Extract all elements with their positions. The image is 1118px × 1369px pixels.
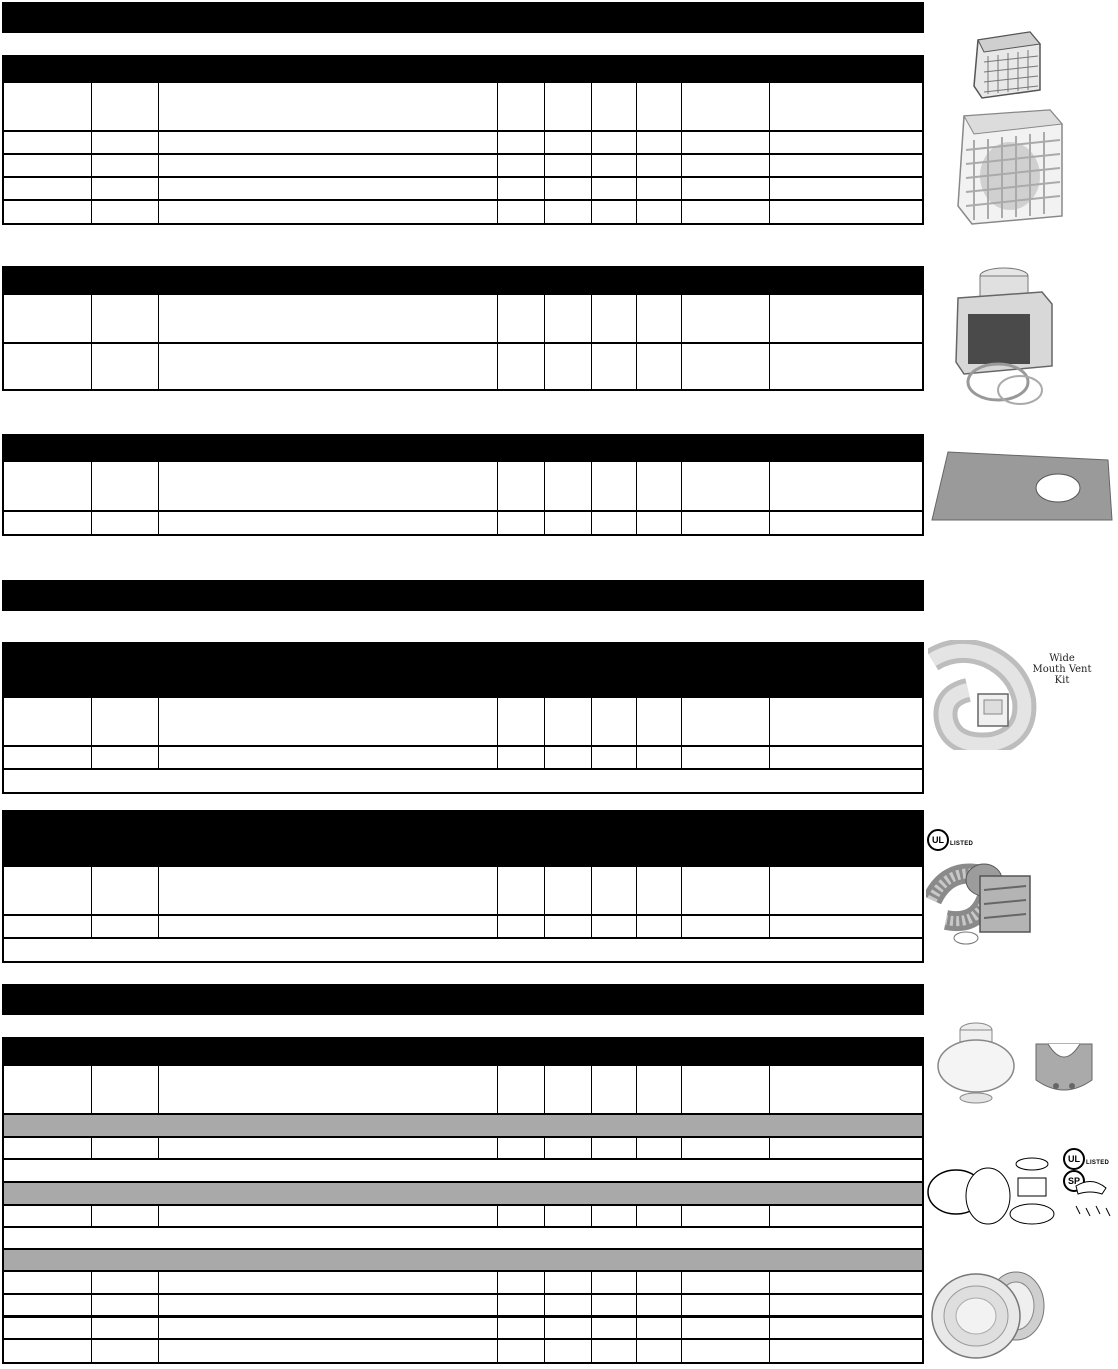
table-column-header-row <box>4 462 922 512</box>
table-header-bar <box>2 810 924 867</box>
fan-kit-exploded-photo <box>926 1156 1116 1232</box>
table-note-row <box>4 770 922 792</box>
product-table <box>2 1066 924 1364</box>
table-row <box>4 747 922 770</box>
mounting-bracket-photo <box>1034 1040 1094 1104</box>
vent-plate-photo <box>930 450 1114 524</box>
csa-mark-text: SP <box>1067 1176 1080 1186</box>
table-subheader-row <box>4 1115 922 1138</box>
ul-mark-text: UL <box>932 835 944 845</box>
table-header-bar <box>2 266 924 295</box>
product-table <box>2 867 924 963</box>
table-header-bar <box>2 55 924 83</box>
ul-listed-tag: LISTED <box>1086 1160 1110 1166</box>
table-note-row <box>4 1160 922 1183</box>
product-table <box>2 462 924 536</box>
table-row <box>4 201 922 223</box>
product-table <box>2 295 924 391</box>
table-column-header-row <box>4 83 922 132</box>
table-header-bar <box>2 642 924 698</box>
table-header-bar <box>2 1037 924 1066</box>
table-row <box>4 1206 922 1228</box>
table-note-row <box>4 1228 922 1250</box>
product-table <box>2 83 924 225</box>
ul-listed-tag: LISTED <box>950 841 974 847</box>
table-column-header-row <box>4 867 922 916</box>
foil-duct-kit-photo <box>926 850 1046 950</box>
round-grille-photo <box>928 1262 1046 1362</box>
table-row <box>4 1272 922 1295</box>
table-row <box>4 344 922 389</box>
table-row <box>4 132 922 155</box>
table-row <box>4 512 922 534</box>
table-row <box>4 916 922 939</box>
vent-guard-photo <box>950 106 1070 230</box>
table-column-header-row <box>4 1066 922 1115</box>
table-header-bar <box>2 434 924 462</box>
vent-hood-guard-photo <box>968 26 1048 102</box>
table-column-header-row <box>4 698 922 747</box>
product-table <box>2 698 924 794</box>
section-header-bar <box>2 984 924 1015</box>
ul-mark-text: UL <box>1068 1154 1080 1164</box>
section-header-bar <box>2 2 924 33</box>
section-header-bar <box>2 580 924 611</box>
inline-fan-photo <box>934 1018 1018 1104</box>
wide-mouth-vent-kit-photo <box>928 640 1038 750</box>
table-subheader-row <box>4 1250 922 1272</box>
table-row <box>4 178 922 201</box>
table-row <box>4 1138 922 1160</box>
ul-listed-icon <box>927 829 949 851</box>
table-row <box>4 1317 922 1340</box>
wide-mouth-kit-caption: Wide Mouth Vent Kit <box>1032 653 1092 686</box>
table-column-header-row <box>4 295 922 344</box>
table-row <box>4 155 922 178</box>
dryer-vent-box-photo <box>950 262 1060 410</box>
table-note-row <box>4 939 922 961</box>
table-subheader-row <box>4 1183 922 1206</box>
table-row <box>4 1295 922 1317</box>
table-row <box>4 1340 922 1362</box>
